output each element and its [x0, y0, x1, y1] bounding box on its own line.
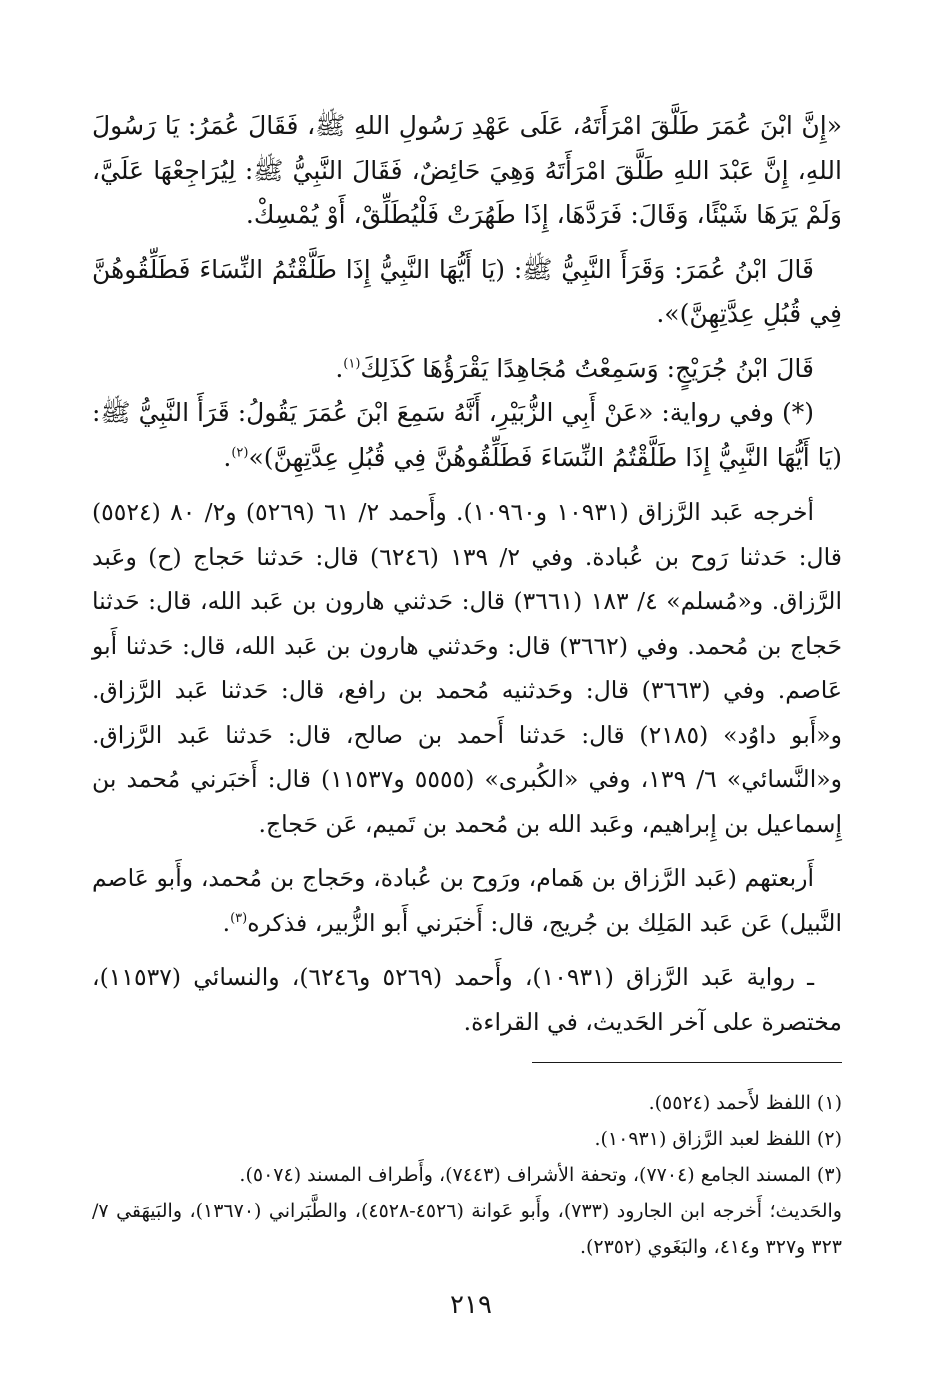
document-page	[92, 104, 842, 1354]
footnote-mark-3: (٣)	[230, 910, 248, 926]
footnote-mark-2: (٢)	[231, 445, 249, 461]
takhrij-paragraph: أخرجه عَبد الرَّزاق (١٠٩٣١ و١٠٩٦٠). وأَحمد ٢/ ٦١ (٥٢٦٩) و٢/ ٨٠ (٥٥٢٤) قال: حَدثنا رَوح بن عُبادة. وفي ٢/ ١٣٩ (٦٢٤٦) قال: حَدثنا حَجاج (ح) وعَبد الرَّزاق. و«مُسلم» ٤/ ١٨٣ (٣٦٦١) قال: حَدثني هارون بن عَبد الله، قال: حَدثنا حَجاج بن مُحمد. وفي (٣٦٦٢) قال: وحَدثني هارون بن عَبد الله، قال: حَدثنا أَبو عَاصم. وفي (٣٦٦٣) قال: وحَدثنيه مُحمد بن رافع، قال: حَدثنا عَبد الرَّزاق. و«أَبو داوُد» (٢١٨٥) قال: حَدثنا أَحمد بن صالح، قال: حَدثنا عَبد الرَّزاق. و«النَّسائي» ٦/ ١٣٩، وفي «الكُبرى» (٥٥٥٥ و١١٥٣٧) قال: أَخبَرني مُحمد بن إِسماعيل بن إِبراهيم، وعَبد الله بن مُحمد بن تَميم، عَن حَجاج.	[92, 498, 843, 838]
ibn-jurayj-note: قَالَ ابْنُ جُرَيْجٍ: وَسَمِعْتُ مُجَاهِدًا يَقْرَؤُهَا كَذَلِكَ$^{(١)}$.	[335, 353, 814, 383]
hadith-paragraph-2: قَالَ ابْنُ عُمَرَ: وَقَرَأَ النَّبِيُّ ﷺ: (يَا أَيُّهَا النَّبِيُّ إِذَا طَلَّقْتُمُ النِّسَاءَ فَطَلِّقُوهُنَّ فِي قُبُلِ عِدَّتِهِنَّ)».	[92, 254, 842, 328]
footnote-3: (٣) المسند الجامع (٧٧٠٤)، وتحفة الأشراف (٧٤٤٣)، وأَطراف المسند (٥٠٧٤).	[239, 1164, 842, 1186]
isnad-summary-text: أَربعتهم (عَبد الرَّزاق بن هَمام، ورَوح بن عُبادة، وحَجاج بن مُحمد، وأَبو عَاصم النَّبيل) عَن عَبد المَلِك بن جُريج، قال: أَخبَرني أَبو الزُّبير، فذكره	[92, 864, 842, 937]
footnote-separator	[532, 1062, 842, 1063]
riwaya-note-paragraph: ـ رواية عَبد الرَّزاق (١٠٩٣١)، وأَحمد (٥٢٦٩ و٦٢٤٦)، والنسائي (١١٥٣٧)، مختصرة على آخر الحَديث، في القراءة.	[92, 963, 842, 1036]
riwaya-text: (*) وفي رواية: «عَنْ أَبِي الزُّبَيْرِ، أَنَّهُ سَمِعَ ابْنَ عُمَرَ يَقُولُ: قَرَأَ النَّبِيُّ ﷺ: (يَا أَيُّهَا النَّبِيُّ إِذَا طَلَّقْتُمُ النِّسَاءَ فَطَلِّقُوهُنَّ فِي قُبُلِ عِدَّتِهِنَّ)»	[92, 398, 842, 472]
main-text	[92, 104, 842, 1044]
isnad-summary-paragraph: أَربعتهم (عَبد الرَّزاق بن هَمام، ورَوح بن عُبادة، وحَجاج بن مُحمد، وأَبو عَاصم النَّبيل) عَن عَبد المَلِك بن جُريج، قال: أَخبَرني أَبو الزُّبير، فذكره$^{(٣)}$.	[92, 864, 842, 937]
footnote-3-continued: والحَديث؛ أَخرجه ابن الجارود (٧٣٣)، وأَبو عَوانة (٤٥٢٦-٤٥٢٨)، والطَّبَراني (١٣٦٧٠)، والبَيهَقي ٧/ ٣٢٣ و٣٢٧ و٤١٤، والبَغَوي (٢٣٥٢).	[92, 1200, 842, 1258]
footnote-2: (٢) اللفظ لعبد الرَّزاق (١٠٩٣١).	[594, 1128, 842, 1150]
hadith-paragraph-1: «إِنَّ ابْنَ عُمَرَ طَلَّقَ امْرَأَتَهُ، عَلَى عَهْدِ رَسُولِ اللهِ ﷺ، فَقَالَ عُمَرُ: يَا رَسُولَ اللهِ، إِنَّ عَبْدَ اللهِ طَلَّقَ امْرَأَتَهُ وَهِيَ حَائِضٌ، فَقَالَ النَّبِيُّ ﷺ: لِيُرَاجِعْهَا عَلَيَّ، وَلَمْ يَرَهَا شَيْئًا، وَقَالَ: فَرَدَّهَا، إِذَا طَهُرَتْ فَلْيُطَلِّقْ، أَوْ يُمْسِكْ.	[92, 111, 842, 229]
footnote-1: (١) اللفظ لأَحمد (٥٥٢٤).	[648, 1092, 842, 1114]
ibn-jurayj-text: قَالَ ابْنُ جُرَيْجٍ: وَسَمِعْتُ مُجَاهِدًا يَقْرَؤُهَا كَذَلِكَ	[360, 353, 814, 383]
footnote-mark-1: (١)	[343, 356, 361, 372]
page-number: ٢١٩	[450, 1290, 492, 1320]
footnotes	[92, 1085, 842, 1265]
riwaya-paragraph: (*) وفي رواية: «عَنْ أَبِي الزُّبَيْرِ، أَنَّهُ سَمِعَ ابْنَ عُمَرَ يَقُولُ: قَرَأَ النَّبِيُّ ﷺ: (يَا أَيُّهَا النَّبِيُّ إِذَا طَلَّقْتُمُ النِّسَاءَ فَطَلِّقُوهُنَّ فِي قُبُلِ عِدَّتِهِنَّ)»$^{(٢)}$.	[92, 398, 842, 472]
